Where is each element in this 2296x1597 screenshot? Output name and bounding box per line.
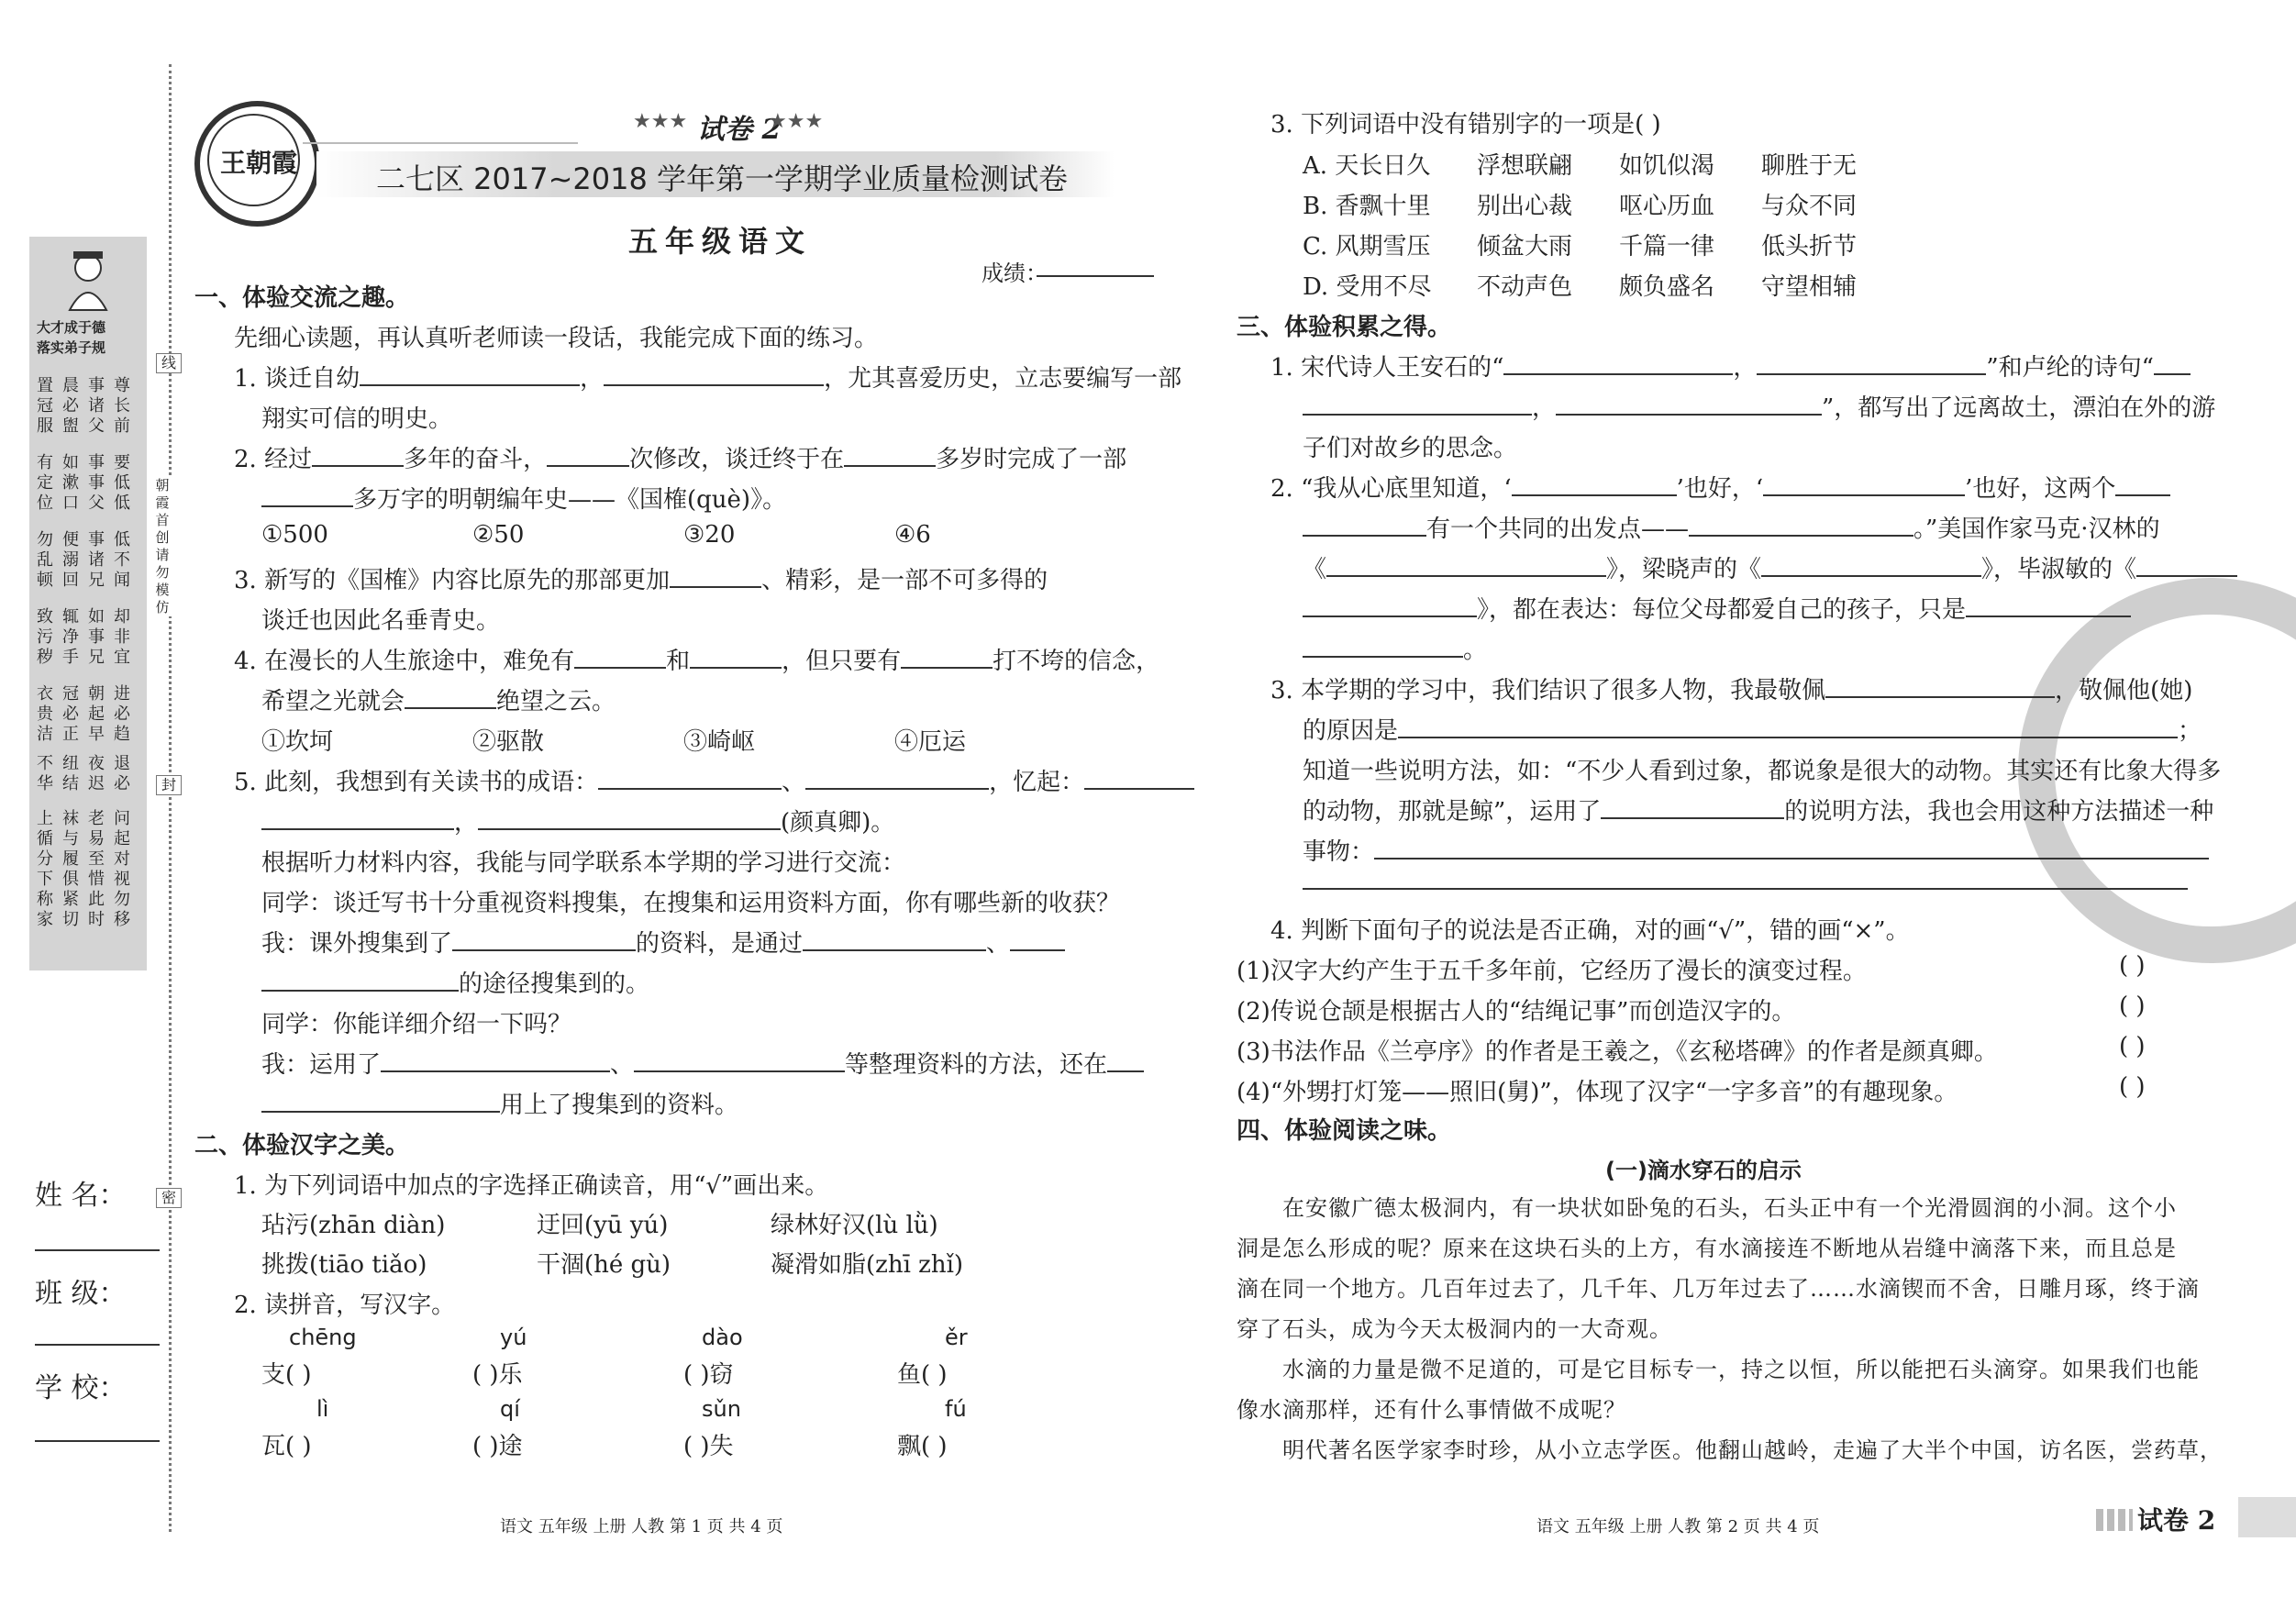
s3-q2-line4 xyxy=(1303,591,2131,625)
pinyin-2-1: lì xyxy=(316,1396,329,1422)
judge-item: (3)书法作品《兰亭序》的作者是王羲之，《玄秘塔碑》的作者是颜真卿。 xyxy=(1237,1038,1998,1066)
q4-option-3: ③崎岖 xyxy=(683,728,756,756)
section-3-title: 三、体验积累之得。 xyxy=(1237,314,1452,341)
binding-label-seal: 封 xyxy=(156,775,182,795)
logo-ribbon xyxy=(303,142,578,144)
s3-q3-blank-5[interactable] xyxy=(1303,888,2188,890)
q2-text-d: 多岁时完成了一部 xyxy=(936,446,1127,473)
dialog-2-blank-1[interactable] xyxy=(452,926,636,951)
s3-q1-blank-3[interactable] xyxy=(2154,349,2191,375)
q4-option-2: ②驱散 xyxy=(472,728,545,756)
question-1-5 xyxy=(234,763,1194,797)
pinyin-2-2: qí xyxy=(500,1396,520,1422)
q2-text-e: 多万字的明朝编年史——《国榷(què)》。 xyxy=(353,486,787,514)
section-2-title: 二、体验汉字之美。 xyxy=(194,1132,410,1159)
proverb-row: 衣冠朝进 xyxy=(37,684,139,704)
s3-q3-blank-3[interactable] xyxy=(1601,793,1784,819)
s3-q3-blank-4[interactable] xyxy=(1374,834,2209,859)
score-field[interactable] xyxy=(1037,275,1154,277)
s3-q2-text-c: ’也好，这两个 xyxy=(1965,475,2116,503)
proverb-row: 致辄如却 xyxy=(37,607,139,627)
s3-q3-line4 xyxy=(1303,793,2213,826)
dialog-2-blank-2[interactable] xyxy=(803,926,986,951)
s3-q2-text-j: 。 xyxy=(1463,637,1488,664)
s3-q2-blank-3[interactable] xyxy=(2115,471,2170,496)
s3-q2-text-i: 》，都在表达：每位父母都爱自己的孩子，只是 xyxy=(1477,596,1967,624)
s3-q2-text-a: 2. “我从心底里知道，‘ xyxy=(1270,475,1512,503)
s3-q2-text-d: 有一个共同的出发点—— xyxy=(1426,516,1690,543)
dialog-2-text-c: 、 xyxy=(986,930,1011,958)
q4-blank-4[interactable] xyxy=(405,683,496,709)
q3-option-3-2: 颇负盛名 xyxy=(1619,273,1715,301)
proverb-row: 勿便事低 xyxy=(37,530,139,549)
passage-line: 滴在同一个地方。几百年过去了，几千年、几万年过去了……水滴锲而不舍，日雕月琢，终于滴 xyxy=(1237,1276,2200,1302)
s3-q3-text-h: 事物： xyxy=(1303,838,1375,866)
question-1-3 xyxy=(234,561,1048,595)
question-1-4 xyxy=(234,642,1159,676)
s3-q2-blank-9[interactable] xyxy=(1303,592,1477,617)
q1-blank-2[interactable] xyxy=(604,360,824,386)
s3-q1-text-f: 子们对故乡的思念。 xyxy=(1303,435,1518,462)
right-q3-title: 3. 下列词语中没有错别字的一项是( ) xyxy=(1270,111,1661,139)
dialog-2-blank-3[interactable] xyxy=(1010,926,1065,951)
proverb-row: 定漱事低 xyxy=(37,473,139,493)
question-1-1: 1. 谈迁自幼 ， ，尤其喜爱历史，立志要编写一部 xyxy=(234,360,1181,394)
s3-q2-line2 xyxy=(1303,510,2160,544)
q2-text-a: 2. 经过 xyxy=(234,446,313,473)
q3-option-2-0: C. 风期雪压 xyxy=(1303,233,1431,261)
s3-q2-blank-6[interactable] xyxy=(1326,551,1606,577)
proverb-row: 循与易起 xyxy=(37,829,139,848)
dialog-4-text-d: 用上了搜集到的资料。 xyxy=(500,1092,739,1119)
s3-q2-text-f: 《 xyxy=(1303,556,1327,583)
s3-q1-blank-5[interactable] xyxy=(1556,390,1822,416)
q4-options xyxy=(261,723,966,757)
proverb-row: 上袜老问 xyxy=(37,809,139,828)
passage-line: 像水滴那样，还有什么事情做不成呢？ xyxy=(1237,1397,1626,1423)
proverb-row: 下俱惜视 xyxy=(37,870,139,889)
q4-option-4: ④厄运 xyxy=(894,728,967,756)
q4-blank-1[interactable] xyxy=(574,643,666,669)
s3-q2-line5 xyxy=(1303,631,1487,665)
s3-q1 xyxy=(1270,349,2191,383)
q3-option-3-0: D. 受用不尽 xyxy=(1303,273,1432,301)
name-label: 姓 名： xyxy=(35,1180,127,1212)
s3-q2-blank-2[interactable] xyxy=(1763,471,1965,496)
char-2-3: ( )失 xyxy=(683,1433,734,1460)
right-page-footer: 语文 五年级 上册 人教 第 2 页 共 4 页 xyxy=(1536,1517,1820,1536)
binding-label-secret: 密 xyxy=(156,1188,182,1208)
proverb-row: 位口父低 xyxy=(37,494,139,513)
question-1-5-cont: ， (颜真卿)。 xyxy=(261,804,894,837)
proverb-row: 称紧此勿 xyxy=(37,890,139,909)
pinyin-1-4: ěr xyxy=(945,1325,968,1350)
s3-q2-text-e: 。”美国作家马克·汉林的 xyxy=(1913,516,2160,543)
s3-q3-text-c: 的原因是 xyxy=(1303,717,1399,745)
s3-q3-blank-2[interactable] xyxy=(1398,713,2178,738)
passage-line: 洞是怎么形成的呢？原来在这块石头的上方，有水滴接连不断地从岩缝中滴落下来，而且总是 xyxy=(1237,1236,2177,1261)
q3-option-1-0: B. 香飘十里 xyxy=(1303,193,1431,220)
passage-line: 水滴的力量是微不足道的，可是它目标专一，持之以恒，所以能把石头滴穿。如果我们也能 xyxy=(1282,1357,2200,1382)
s3-q3-text-b: ，敬佩他(她) xyxy=(2055,677,2193,704)
dialog-2-cont xyxy=(261,965,649,999)
s3-q1-blank-4[interactable] xyxy=(1303,390,1532,416)
s3-q2-blank-10[interactable] xyxy=(1966,592,2131,617)
q5-text-b: 、 xyxy=(782,769,806,796)
word-2: 迂回(yū yú) xyxy=(537,1212,669,1239)
s3-q3-line5 xyxy=(1303,833,2209,867)
section-1-intro: 先细心读题，再认真听老师读一段话，我能完成下面的练习。 xyxy=(234,325,879,352)
char-2-1: 瓦( ) xyxy=(261,1433,312,1460)
proverb-row: 不纽夜退 xyxy=(37,754,139,773)
q3-option-2-2: 千篇一律 xyxy=(1619,233,1715,261)
s3-q2-text-h: 》，毕淑敏的《 xyxy=(1981,556,2137,583)
question-1-2-cont xyxy=(261,481,786,515)
judge-answer-box[interactable]: ( ) xyxy=(2119,1033,2146,1060)
proverb-row: 服盥父前 xyxy=(37,416,139,436)
proverb-row: 有如事要 xyxy=(37,453,139,472)
q3-option-1-3: 与众不同 xyxy=(1761,193,1858,220)
subject-title: 五年级语文 xyxy=(628,224,813,259)
q2-option-4: ④6 xyxy=(894,521,931,549)
s3-q3-blank-1[interactable] xyxy=(1825,672,2055,698)
pinyin-1-2: yú xyxy=(500,1325,527,1350)
dialog-4-text-c: 等整理资料的方法，还在 xyxy=(845,1051,1108,1079)
logo-text: 王朝霞 xyxy=(220,148,298,178)
proverb-row: 贵必起必 xyxy=(37,704,139,724)
binding-line xyxy=(169,64,172,1532)
char-1-3: ( )窃 xyxy=(683,1361,734,1389)
q4-text-c: ，但只要有 xyxy=(782,648,902,675)
s3-q2-text-b: ’也好，‘ xyxy=(1676,475,1764,503)
proverb-row: 顿回兄闻 xyxy=(37,571,139,590)
section-2-q2: 2. 读拼音，写汉字。 xyxy=(234,1292,456,1319)
publisher-logo xyxy=(194,101,320,227)
judge-answer-box[interactable]: ( ) xyxy=(2119,993,2146,1020)
s3-q3-text-g: 的说明方法，我也会用这种方法描述一种 xyxy=(1784,798,2214,826)
q4-text-f: 绝望之云。 xyxy=(496,688,616,715)
question-1-2 xyxy=(234,440,1126,474)
word-1: 玷污(zhān diàn) xyxy=(261,1212,446,1239)
s3-q3-line2 xyxy=(1303,712,2202,746)
s3-q1-cont xyxy=(1303,389,2215,423)
q5-blank-3[interactable] xyxy=(1084,764,1194,790)
proverb-row: 污净事非 xyxy=(37,627,139,647)
q3-option-0-3: 聊胜于无 xyxy=(1761,152,1858,180)
q5-blank-4[interactable] xyxy=(261,804,454,830)
dialog-2 xyxy=(261,925,1065,959)
pinyin-2-4: fú xyxy=(945,1396,967,1422)
s3-q2 xyxy=(1270,470,2170,504)
s3-q1-blank-1[interactable] xyxy=(1503,349,1733,375)
q3-option-3-1: 不动声色 xyxy=(1477,273,1573,301)
q5-blank-5[interactable] xyxy=(478,804,781,830)
dialog-1: 同学：谈迁写书十分重视资料搜集，在搜集和运用资料方面，你有哪些新的收获？ xyxy=(261,890,1121,917)
s3-q1-text-e: ”，都写出了远离故土，漂泊在外的游 xyxy=(1822,394,2216,422)
char-2-4: 飘( ) xyxy=(897,1433,948,1460)
q1-text-a: 1. 谈迁自幼 xyxy=(234,365,360,393)
motto-line1: 大才成于德 xyxy=(37,319,106,336)
class-label: 班 级： xyxy=(35,1278,127,1310)
q2-text-b: 多年的奋斗， xyxy=(404,446,548,473)
stars-left-icon: ★★★ xyxy=(633,110,688,133)
char-1-4: 鱼( ) xyxy=(897,1361,948,1389)
s3-q2-blank-8[interactable] xyxy=(2136,551,2237,577)
proverb-row: 乱溺诸不 xyxy=(37,550,139,570)
q1-blank-1[interactable] xyxy=(360,360,580,386)
s3-q1-text-d: ， xyxy=(1532,394,1557,422)
proverb-row: 置晨事尊 xyxy=(37,376,139,395)
pronunciation-row-1 xyxy=(261,1206,938,1240)
pinyin-2-3: sǔn xyxy=(702,1396,741,1422)
dialog-4 xyxy=(261,1046,1144,1080)
dialog-4-text-a: 我：运用了 xyxy=(261,1051,382,1079)
judge-answer-box[interactable]: ( ) xyxy=(2119,952,2146,980)
s3-q2-blank-4[interactable] xyxy=(1303,511,1426,537)
q3-option-3-3: 守望相辅 xyxy=(1761,273,1858,301)
dialog-4-blank-2[interactable] xyxy=(634,1047,845,1072)
judge-item: (2)传说仓颉是根据古人的“结绳记事”而创造汉字的。 xyxy=(1237,998,1796,1026)
proverb-row: 冠必诸长 xyxy=(37,396,139,416)
q5-blank-2[interactable] xyxy=(805,764,989,790)
judge-item: (1)汉字大约产生于五千多年前，它经历了漫长的演变过程。 xyxy=(1237,958,1867,985)
section-4-title: 四、体验阅读之味。 xyxy=(1237,1117,1452,1145)
section-1-title: 一、体验交流之趣。 xyxy=(194,284,410,312)
class-field[interactable] xyxy=(35,1344,160,1346)
q3-blank-1[interactable] xyxy=(670,562,761,588)
s3-q1-text-a: 1. 宋代诗人王安石的“ xyxy=(1270,354,1504,382)
q2-blank-4[interactable] xyxy=(261,482,353,507)
q3-text-a: 3. 新写的《国榷》内容比原先的那部更加 xyxy=(234,567,671,594)
q2-blank-1[interactable] xyxy=(312,441,404,467)
dialog-4-blank-3[interactable] xyxy=(1107,1047,1144,1072)
q5-blank-1[interactable] xyxy=(598,764,782,790)
char-2-2: ( )途 xyxy=(472,1433,523,1460)
dialog-2-text-b: 的资料，是通过 xyxy=(636,930,804,958)
s3-q3-text-e: 知道一些说明方法，如：“不少人看到过象，都说象是很大的动物。其实还有比象大得多 xyxy=(1303,758,2222,785)
s3-q2-blank-7[interactable] xyxy=(1761,551,1981,577)
dialog-2-text-d: 的途径搜集到的。 xyxy=(459,970,650,998)
corner-pattern-icon xyxy=(2096,1509,2133,1531)
q3-option-0-1: 浮想联翩 xyxy=(1477,152,1573,180)
q1-text-c: 翔实可信的明史。 xyxy=(261,405,453,433)
dialog-2-blank-4[interactable] xyxy=(261,966,459,992)
score-label: 成绩： xyxy=(982,261,1048,286)
q2-option-1: ①500 xyxy=(261,521,328,549)
paper-label: 试卷 2 xyxy=(697,114,782,146)
s3-q3 xyxy=(1270,671,2192,705)
q4-text-a: 4. 在漫长的人生旅途中，难免有 xyxy=(234,648,575,675)
passage-line: 穿了石头，成为今天太极洞内的一大奇观。 xyxy=(1237,1316,1672,1342)
q4-text-e: 希望之光就会 xyxy=(261,688,405,715)
word-4: 挑拨(tiāo tiǎo) xyxy=(261,1251,427,1279)
s3-q4: 4. 判断下面句子的说法是否正确，对的画“√”，错的画“×”。 xyxy=(1270,917,1910,945)
dialog-3: 同学：你能详细介绍一下吗？ xyxy=(261,1011,572,1038)
char-1-2: ( )乐 xyxy=(472,1361,523,1389)
s3-q3-text-f: 的动物，那就是鲸”，运用了 xyxy=(1303,798,1602,826)
proverb-row: 分履至对 xyxy=(37,849,139,869)
q3-option-0-0: A. 天长日久 xyxy=(1303,152,1431,180)
s3-q1-text-b: ， xyxy=(1733,354,1758,382)
judge-item: (4)“外甥打灯笼——照旧(舅)”，体现了汉字“一字多音”的有趣现象。 xyxy=(1237,1079,1958,1106)
s3-q3-text-a: 3. 本学期的学习中，我们结识了很多人物，我最敬佩 xyxy=(1270,677,1826,704)
pronunciation-row-2 xyxy=(261,1246,963,1280)
binding-notice: 朝霞首创 请勿模仿 xyxy=(152,477,172,616)
corner-bar xyxy=(2238,1497,2296,1537)
dialog-4-blank-4[interactable] xyxy=(261,1087,500,1113)
question-1-4-cont xyxy=(261,682,616,716)
exam-title: 二七区 2017~2018 学年第一学期学业质量检测试卷 xyxy=(376,161,1069,196)
judge-answer-box[interactable]: ( ) xyxy=(2119,1073,2146,1101)
corner-paper-label: 试卷 2 xyxy=(2137,1505,2216,1536)
q4-text-b: 和 xyxy=(666,648,691,675)
q4-option-1: ①坎坷 xyxy=(261,728,334,756)
proverb-row: 家切时移 xyxy=(37,910,139,929)
name-field[interactable] xyxy=(35,1249,160,1251)
q4-text-d: 打不垮的信念， xyxy=(993,648,1160,675)
s3-q2-blank-5[interactable] xyxy=(1689,511,1913,537)
q5-text-c: ，忆起： xyxy=(989,769,1085,796)
left-page-footer: 语文 五年级 上册 人教 第 1 页 共 4 页 xyxy=(500,1517,783,1536)
q3-option-2-3: 低头折节 xyxy=(1761,233,1858,261)
q2-blank-3[interactable] xyxy=(844,441,936,467)
word-5: 干涸(hé gù) xyxy=(537,1251,671,1279)
q2-text-c: 次修改，谈迁终于在 xyxy=(629,446,845,473)
s3-q1-text-c: ”和卢纶的诗句“ xyxy=(1986,354,2154,382)
q4-blank-2[interactable] xyxy=(690,643,782,669)
q2-options xyxy=(261,521,931,549)
word-6: 凝滑如脂(zhī zhǐ) xyxy=(771,1251,964,1279)
binding-label-line: 线 xyxy=(156,353,182,373)
pinyin-1-3: dào xyxy=(702,1325,743,1350)
q2-option-3: ③20 xyxy=(683,521,736,549)
s3-q2-blank-1[interactable] xyxy=(1512,471,1677,496)
school-label: 学 校： xyxy=(35,1372,127,1404)
q2-option-2: ②50 xyxy=(472,521,525,549)
s3-q2-blank-11[interactable] xyxy=(1303,632,1463,658)
q1-text-b: ，尤其喜爱历史，立志要编写一部 xyxy=(824,365,1182,393)
q3-text-b: 、精彩，是一部不可多得的 xyxy=(761,567,1048,594)
dialog-4-blank-1[interactable] xyxy=(381,1047,610,1072)
motto-sidebar xyxy=(29,237,147,970)
dialog-4-text-b: 、 xyxy=(610,1051,635,1079)
q3-text-c: 谈迁也因此名垂青史。 xyxy=(261,607,501,635)
char-1-1: 支( ) xyxy=(261,1361,312,1389)
proverb-row: 洁正早趋 xyxy=(37,725,139,744)
proverb-row: 秽手兄宜 xyxy=(37,648,139,667)
q5-text-d: (颜真卿)。 xyxy=(781,809,895,837)
proverb-row: 华结迟必 xyxy=(37,774,139,793)
school-field[interactable] xyxy=(35,1440,160,1442)
q2-blank-2[interactable] xyxy=(547,441,629,467)
stars-right-icon: ★★★ xyxy=(769,110,824,133)
q3-option-0-2: 如饥似渴 xyxy=(1619,152,1715,180)
scholar-figure-icon xyxy=(61,248,116,312)
q5-text-e: 根据听力材料内容，我能与同学联系本学期的学习进行交流： xyxy=(261,849,906,877)
pinyin-1-1: chēng xyxy=(289,1325,357,1350)
section-2-q1: 1. 为下列词语中加点的字选择正确读音，用“√”画出来。 xyxy=(234,1172,829,1200)
q4-blank-3[interactable] xyxy=(901,643,993,669)
q3-option-1-2: 呕心历血 xyxy=(1619,193,1715,220)
q3-option-2-1: 倾盆大雨 xyxy=(1477,233,1573,261)
passage-title: (一)滴水穿石的启示 xyxy=(1605,1158,1802,1183)
dialog-4-cont xyxy=(261,1086,738,1120)
s3-q2-text-g: 》，梁晓声的《 xyxy=(1606,556,1762,583)
word-3: 绿林好汉(lù lǜ) xyxy=(771,1212,938,1239)
dialog-2-text-a: 我：课外搜集到了 xyxy=(261,930,453,958)
q3-option-1-1: 别出心裁 xyxy=(1477,193,1573,220)
motto-line2: 落实弟子规 xyxy=(37,339,106,356)
s3-q1-blank-2[interactable] xyxy=(1757,349,1986,375)
s3-q2-line3 xyxy=(1303,550,2237,584)
q5-text-a: 5. 此刻，我想到有关读书的成语： xyxy=(234,769,599,796)
passage-line: 明代著名医学家李时珍，从小立志学医。他翻山越岭，走遍了大半个中国，访名医，尝药草， xyxy=(1282,1437,2223,1463)
s3-q3-text-d: ； xyxy=(2178,717,2202,745)
passage-line: 在安徽广德太极洞内，有一块状如卧兔的石头，石头正中有一个光滑圆润的小洞。这个小 xyxy=(1282,1195,2177,1221)
